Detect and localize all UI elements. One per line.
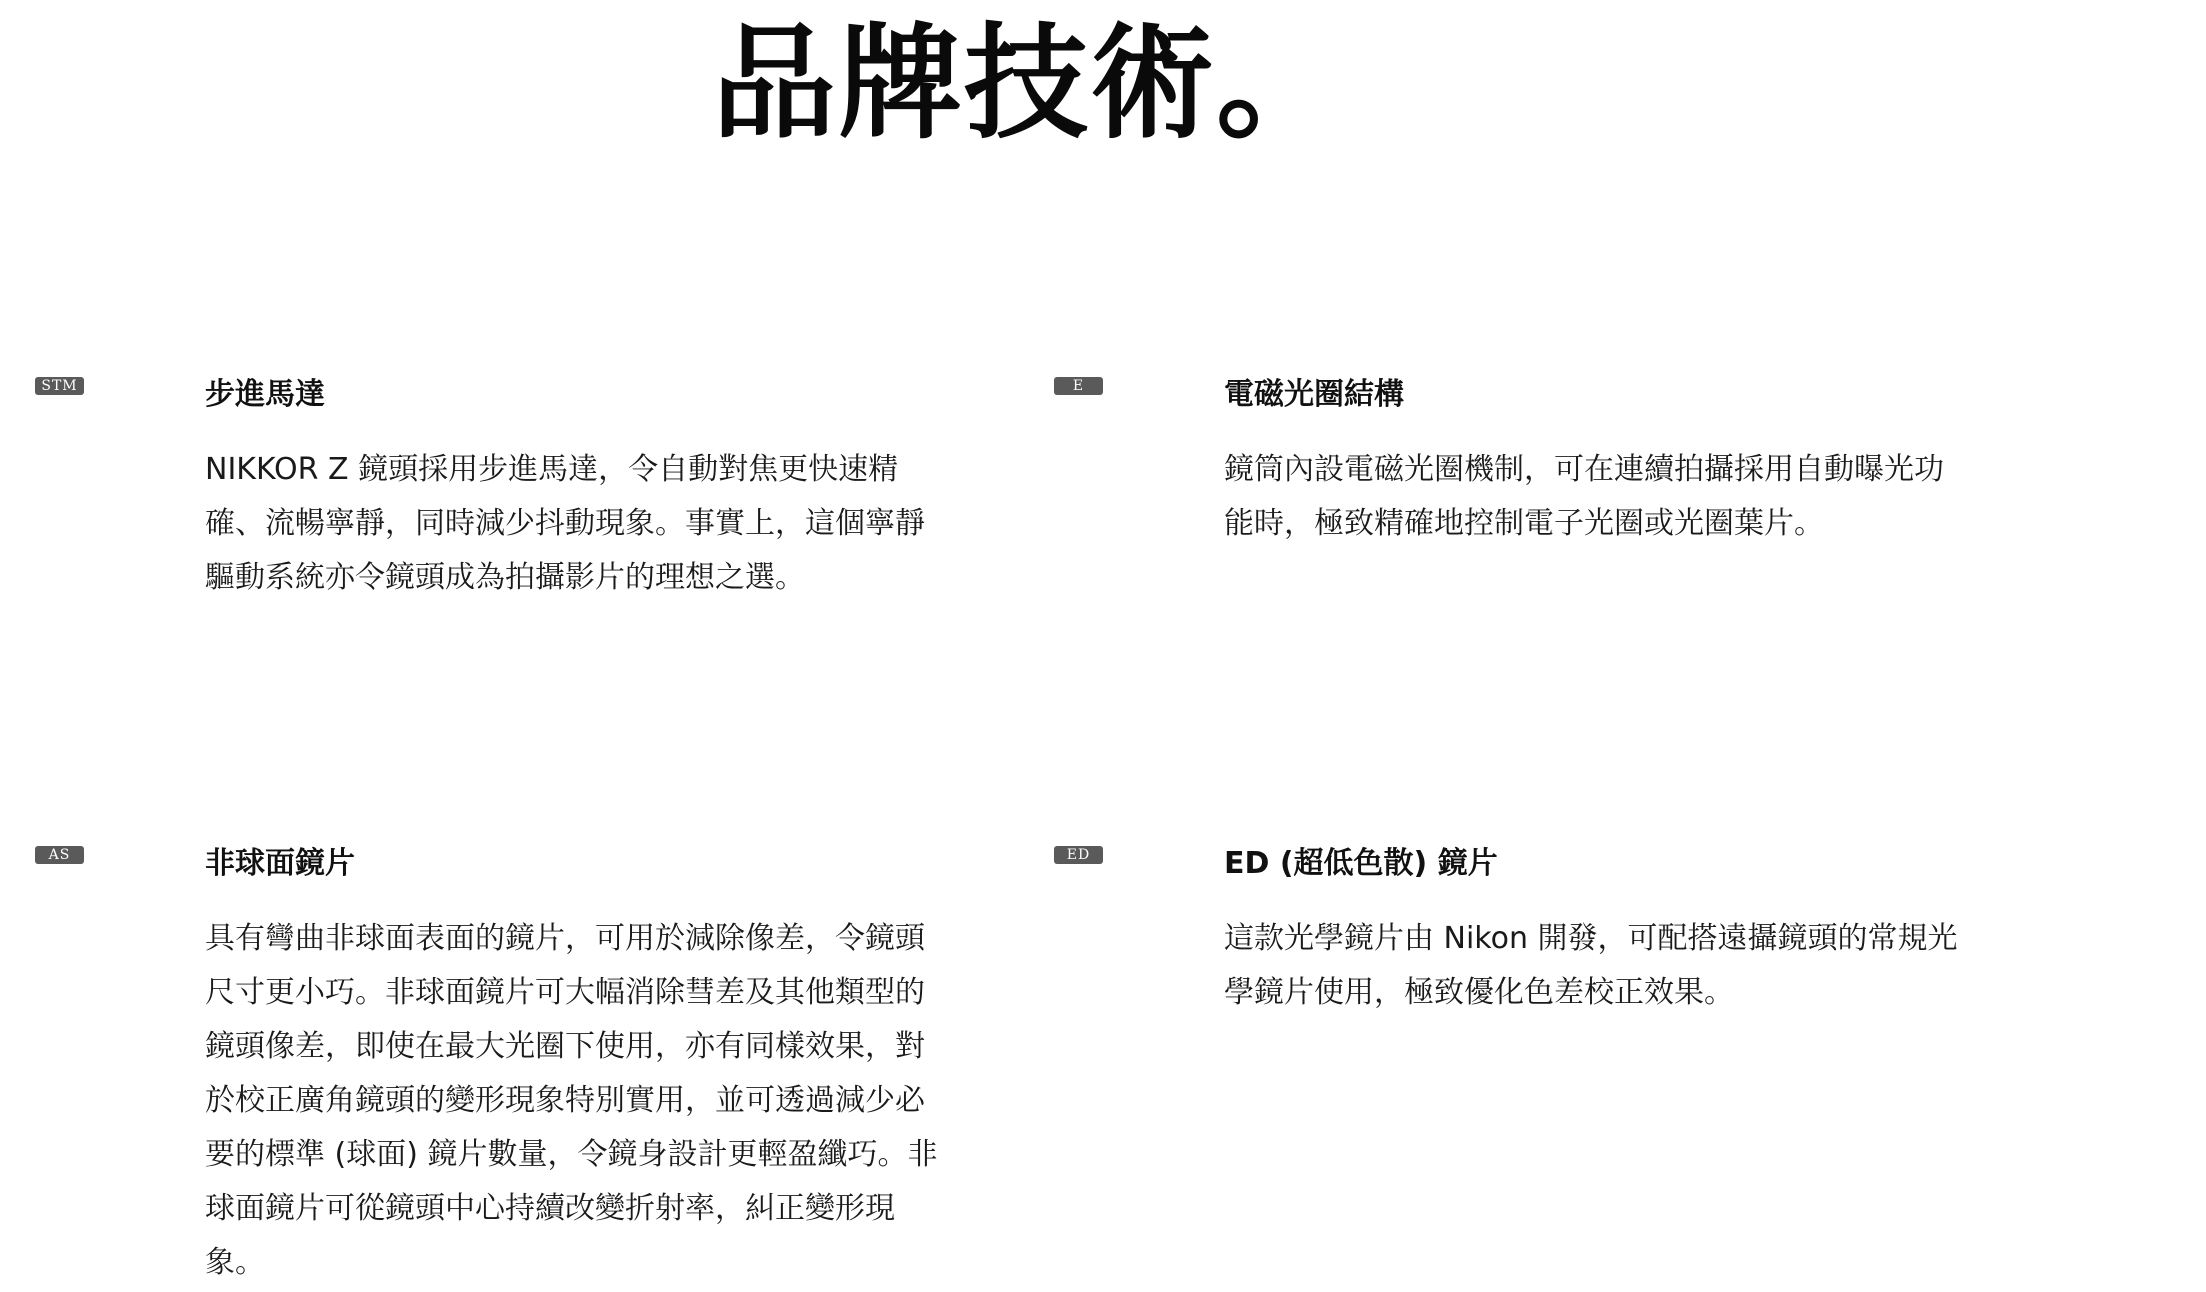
feature-description: 這款光學鏡片由 Nikon 開發，可配搭遠攝鏡頭的常規光學鏡片使用，極致優化色差校正效果。 bbox=[1224, 921, 1958, 1010]
feature-title: ED (超低色散) 鏡片 bbox=[1224, 846, 1498, 881]
as-badge-icon: AS bbox=[35, 846, 84, 864]
feature-title: 非球面鏡片 bbox=[205, 846, 355, 881]
e-badge-icon: E bbox=[1054, 377, 1103, 395]
feature-description: 鏡筒內設電磁光圈機制，可在連續拍攝採用自動曝光功能時，極致精確地控制電子光圈或光圈葉片。 bbox=[1224, 452, 1944, 541]
feature-title: 電磁光圈結構 bbox=[1224, 377, 1404, 412]
feature-title: 步進馬達 bbox=[205, 377, 325, 412]
ed-badge-icon: ED bbox=[1054, 846, 1103, 864]
feature-description: NIKKOR Z 鏡頭採用步進馬達，令自動對焦更快速精確、流暢寧靜，同時減少抖動現象。事實上，這個寧靜驅動系統亦令鏡頭成為拍攝影片的理想之選。 bbox=[205, 452, 925, 595]
page-title: 品牌技術。 bbox=[712, 12, 1343, 156]
stm-badge-icon: STM bbox=[35, 377, 84, 395]
feature-description: 具有彎曲非球面表面的鏡片，可用於減除像差，令鏡頭尺寸更小巧。非球面鏡片可大幅消除彗差及其他類型的鏡頭像差，即使在最大光圈下使用，亦有同樣效果，對於校正廣角鏡頭的變形現象特別實用，並可透過減少必要的標準 (球面) 鏡片數量，令鏡身設計更輕盈纖巧。非球面鏡片可從鏡頭中心持續改變折射率，糾正變形現象。 bbox=[205, 921, 938, 1280]
